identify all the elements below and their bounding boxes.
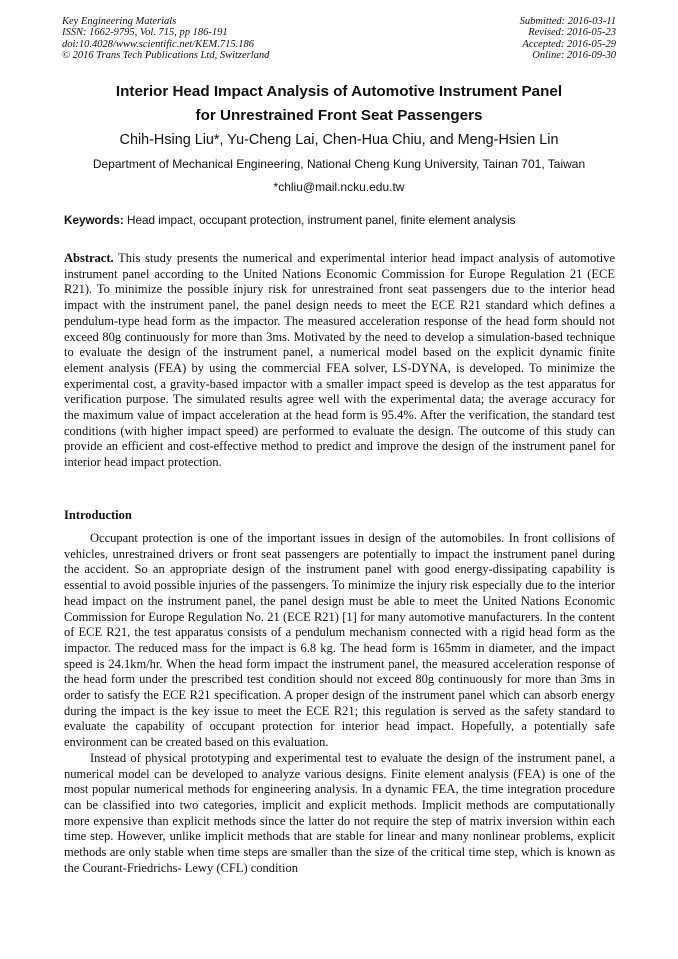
- introduction-heading: Introduction: [64, 508, 132, 522]
- keywords-label: Keywords:: [64, 214, 124, 227]
- intro-paragraph: Occupant protection is one of the important issues in design of the automobiles. In front collisions of vehicles, unrestrained drivers or front seat passengers are potentially to impact the instrument panel during the accident. So an appropriate design of the instrument panel with good energy-dissipating capability is essential to avoid possible injuries of the passengers. To minimize the injury risk especially due to the interior head impact on the instrument panel, the panel design must be able to meet the United Nations Economic Commission for Europe Regulation No. 21 (ECE R21) [1] for many automotive manufacturers. In the content of ECE R21, the test apparatus consists of a pendulum mechanism connected with a rigid head form as the impactor. The reduced mass for the impact is 6.8 kg. The head form is 165mm in diameter, and the impact speed is 24.1km/hr. When the head form impact the instrument panel, the measured acceleration response of the head form under the prescribed test condition should not exceed 80g continuously for more than 3ms in order to satisfy the ECE R21 specification. A proper design of the instrument panel which can absorb energy during the impact is the key issue to meet the ECE R21; this regulation is served as the safety standard to evaluate the capability of occupant protection for interior head impact. Hopefully, a potentially safe environment can be created based on this evaluation.: [64, 531, 615, 750]
- abstract: [64, 251, 615, 471]
- intro-paragraph: Instead of physical prototyping and experimental test to evaluate the design of the instrument panel, a numerical model can be developed to analyze various designs. Finite element analysis (FEA) is one of the most popular numerical methods for engineering analysis. In a dynamic FEA, the time integration procedure can be classified into two categories, implicit and explicit methods. Implicit methods are computationally more expensive than explicit methods since the latter do not require the step of matrix inversion within each time step. However, unlike implicit methods that are stable for linear and many nonlinear problems, explicit methods are only stable when time steps are smaller than the size of the critical time step, which is known as the Courant-Friedrichs- Lewy (CFL) condition: [64, 750, 615, 875]
- paper-title: [40, 80, 638, 128]
- keywords-text: Head impact, occupant protection, instrument panel, finite element analysis: [123, 214, 516, 227]
- affiliation: Department of Mechanical Engineering, National Cheng Kung University, Tainan 701, Taiwan: [92, 157, 586, 171]
- online-date: Online: 2016-09-30: [532, 50, 616, 62]
- introduction-body: [64, 531, 615, 876]
- journal-name: Key Engineering Materials: [62, 16, 177, 27]
- submitted-date: Submitted: 2016-03-11: [519, 16, 616, 27]
- revised-date: Revised: 2016-05-23: [528, 27, 616, 39]
- issn-line: ISSN: 1662-9795, Vol. 715, pp 186-191: [62, 27, 228, 39]
- corresponding-email: *chliu@mail.ncku.edu.tw: [273, 180, 405, 194]
- abstract-text: This study presents the numerical and experimental interior head impact analysis of automotive instrument panel according to the United Nations Economic Commission for Europe Regulation 21 (ECE R21). To minimize the possible injury risk for unrestrained front seat passengers due to the interior head impact with the instrument panel, the panel design needs to meet the ECE R21 standard which defines a pendulum-type head form as the impactor. The measured acceleration response of the head form should not exceed 80g continuously for more than 3ms. Motivated by the need to develop a simulation-based technique to evaluate the design of the instrument panel, a numerical model based on the explicit dynamic finite element analysis (FEA) by using the commercial FEA solver, LS-DYNA, is developed. To minimize the experimental cost, a gravity-based impactor with a smaller impact speed is develop as the test apparatus for verification purpose. The simulated results agree well with the experimental data; the average accuracy for the maximum value of impact acceleration at the head form is 95.4%. After the verification, the standard test conditions (with higher impact speed) are performed to evaluate the design. The outcome of this study can provide an efficient and cost-effective method to predict and improve the design of the instrument panel for interior head impact protection.: [64, 251, 615, 470]
- copyright-line: © 2016 Trans Tech Publications Ltd, Switzerland: [62, 50, 270, 62]
- publication-dates: [520, 16, 616, 62]
- doi-line: doi:10.4028/www.scientific.net/KEM.715.186: [62, 38, 254, 50]
- journal-info: [62, 16, 269, 62]
- accepted-date: Accepted: 2016-05-29: [522, 38, 616, 50]
- title-line-1: Interior Head Impact Analysis of Automotive Instrument Panel: [115, 83, 563, 100]
- abstract-label: Abstract.: [64, 251, 114, 265]
- title-line-2: for Unrestrained Front Seat Passengers: [195, 107, 483, 124]
- keywords: [64, 213, 624, 229]
- author-list: Chih-Hsing Liu*, Yu-Cheng Lai, Chen-Hua Chiu, and Meng-Hsien Lin: [119, 132, 559, 148]
